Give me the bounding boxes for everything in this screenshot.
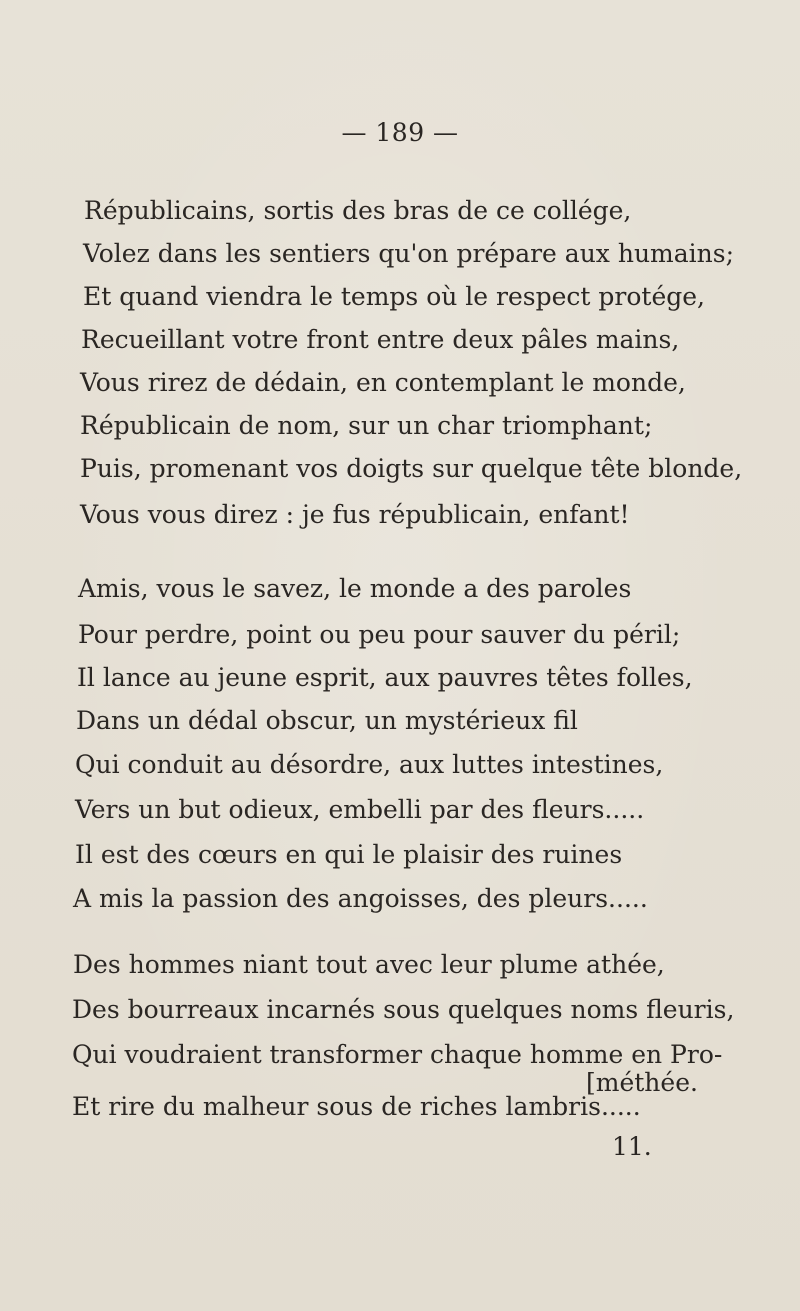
verse-line: Et rire du malheur sous de riches lambris..... (72, 1092, 641, 1121)
verse-turnover: [méthée. (586, 1068, 698, 1097)
verse-line: Vous vous direz : je fus républicain, enfant! (80, 500, 630, 529)
verse-line: Dans un dédal obscur, un mystérieux fil (76, 706, 578, 735)
verse-line: Des hommes niant tout avec leur plume athée, (73, 950, 665, 979)
verse-line: Vers un but odieux, embelli par des fleurs..... (75, 795, 645, 824)
verse-line: Vous rirez de dédain, en contemplant le monde, (80, 368, 686, 397)
verse-line: Qui conduit au désordre, aux luttes intestines, (75, 750, 664, 779)
verse-line: Il est des cœurs en qui le plaisir des ruines (75, 840, 623, 869)
signature-mark: 11. (612, 1132, 652, 1161)
verse-line: Des bourreaux incarnés sous quelques noms fleuris, (72, 995, 735, 1024)
page-number: — 189 — (341, 118, 459, 147)
verse-line: Il lance au jeune esprit, aux pauvres têtes folles, (77, 663, 693, 692)
verse-line: Puis, promenant vos doigts sur quelque tête blonde, (80, 454, 743, 483)
verse-line: Volez dans les sentiers qu'on prépare aux humains; (83, 239, 735, 268)
verse-line: Amis, vous le savez, le monde a des paroles (78, 574, 632, 603)
verse-line: Qui voudraient transformer chaque homme en Pro- (72, 1040, 723, 1069)
verse-line: Recueillant votre front entre deux pâles mains, (81, 325, 680, 354)
verse-line: Pour perdre, point ou peu pour sauver du péril; (78, 620, 681, 649)
verse-line: Républicain de nom, sur un char triomphant; (80, 411, 653, 440)
verse-line: Républicains, sortis des bras de ce collége, (84, 196, 632, 225)
verse-line: A mis la passion des angoisses, des pleurs..... (73, 884, 648, 913)
verse-line: Et quand viendra le temps où le respect protége, (83, 282, 705, 311)
